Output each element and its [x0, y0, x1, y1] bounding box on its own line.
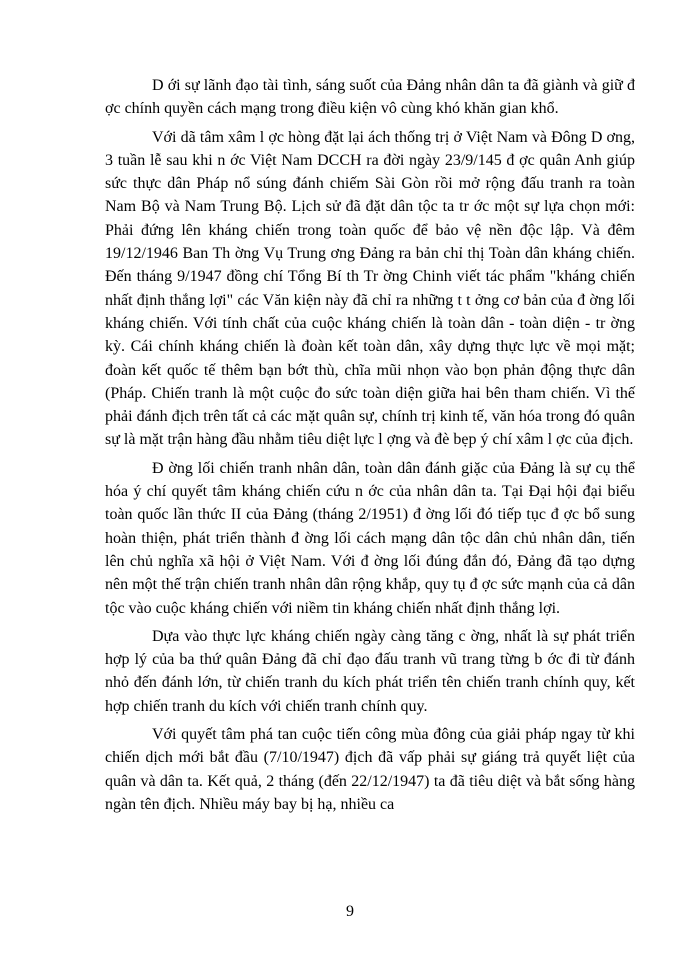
paragraph-2: Với dã tâm xâm l ợc hòng đặt lại ách thống trị ở Việt Nam và Đông D ơng, 3 tuần lễ sau khi n ớc Việt Nam DCCH ra đời ngày 23/9/145 đ ợc quân Anh giúp sức thực dân Pháp nổ súng đánh chiếm Sài Gòn rồi mở rộng đấu tranh ra toàn Nam Bộ và Nam Trung Bộ. Lịch sử đã đặt dân tộc ta tr ớc một sự lựa chọn mới: Phải đứng lên kháng chiến trong toàn quốc để bảo vệ nền độc lập. Và đêm 19/12/1946 Ban Th ờng Vụ Trung ơng Đảng ra bản chỉ thị Toàn dân kháng chiến. Đến tháng 9/1947 đồng chí Tổng Bí th Tr ờng Chinh viết tác phẩm "kháng chiến nhất định thắng lợi" các Văn kiện này đã chỉ ra những t t ởng cơ bản của đ ờng lối kháng chiến. Với tính chất của cuộc kháng chiến là toàn dân - toàn diện - tr ờng kỳ. Cái chính kháng chiến là đoàn kết toàn dân, xây dựng thực lực về mọi mặt; đoàn kết quốc tế thêm bạn bớt thù, chĩa mũi nhọn vào bọn phản động thực dân (Pháp. Chiến tranh là một cuộc đo sức toàn diện giữa hai bên tham chiến. Vì thế phải đánh địch trên tất cả các mặt quân sự, chính trị kinh tế, văn hóa trong đó quân sự là mặt trận hàng đầu nhằm tiêu diệt lực l ợng và đè bẹp ý chí xâm l ợc của địch. — [105, 128, 635, 449]
paragraph-4: Dựa vào thực lực kháng chiến ngày càng tăng c ờng, nhất là sự phát triển hợp lý của ba thứ quân Đảng đã chỉ đạo đấu tranh vũ trang từng b ớc đi từ đánh nhỏ đến đánh lớn, từ chiến tranh du kích phát triển tên chiến tranh chính quy, kết hợp chiến tranh du kích với chiến tranh chính quy. — [105, 627, 635, 715]
paragraph-3: Đ ờng lối chiến tranh nhân dân, toàn dân đánh giặc của Đảng là sự cụ thể hóa ý chí quyết tâm kháng chiến cứu n ớc của nhân dân ta. Tại Đại hội đại biểu toàn quốc lần thức II của Đảng (tháng 2/1951) đ ờng lối đó tiếp tục đ ợc bổ sung hoàn thiện, phát triển thành đ ờng lối cách mạng dân tộc dân chủ nhân dân, tiến lên chủ nghĩa xã hội ở Việt Nam. Với đ ờng lối đúng đắn đó, Đảng đã tạo dựng nên một thế trận chiến tranh nhân dân rộng khắp, quy tụ đ ợc sức mạnh của cả dân tộc vào cuộc kháng chiến với niềm tin kháng chiến nhất định thắng lợi. — [105, 459, 635, 617]
paragraph-5: Với quyết tâm phá tan cuộc tiến công mùa đông của giải pháp ngay từ khi chiến dịch mới bắt đầu (7/10/1947) địch đã vấp phải sự giáng trả quyết liệt của quân và dân ta. Kết quả, 2 tháng (đến 22/12/1947) ta đã tiêu diệt và bắt sống hàng ngàn tên địch. Nhiều máy bay bị hạ, nhiều ca — [105, 726, 635, 813]
body-text — [105, 74, 635, 821]
paragraph-1: D ới sự lãnh đạo tài tình, sáng suốt của Đảng nhân dân ta đã giành và giữ đ ợc chính quyền cách mạng trong điều kiện vô cùng khó khăn gian khổ. — [105, 77, 635, 118]
page-number: 9 — [346, 903, 354, 920]
